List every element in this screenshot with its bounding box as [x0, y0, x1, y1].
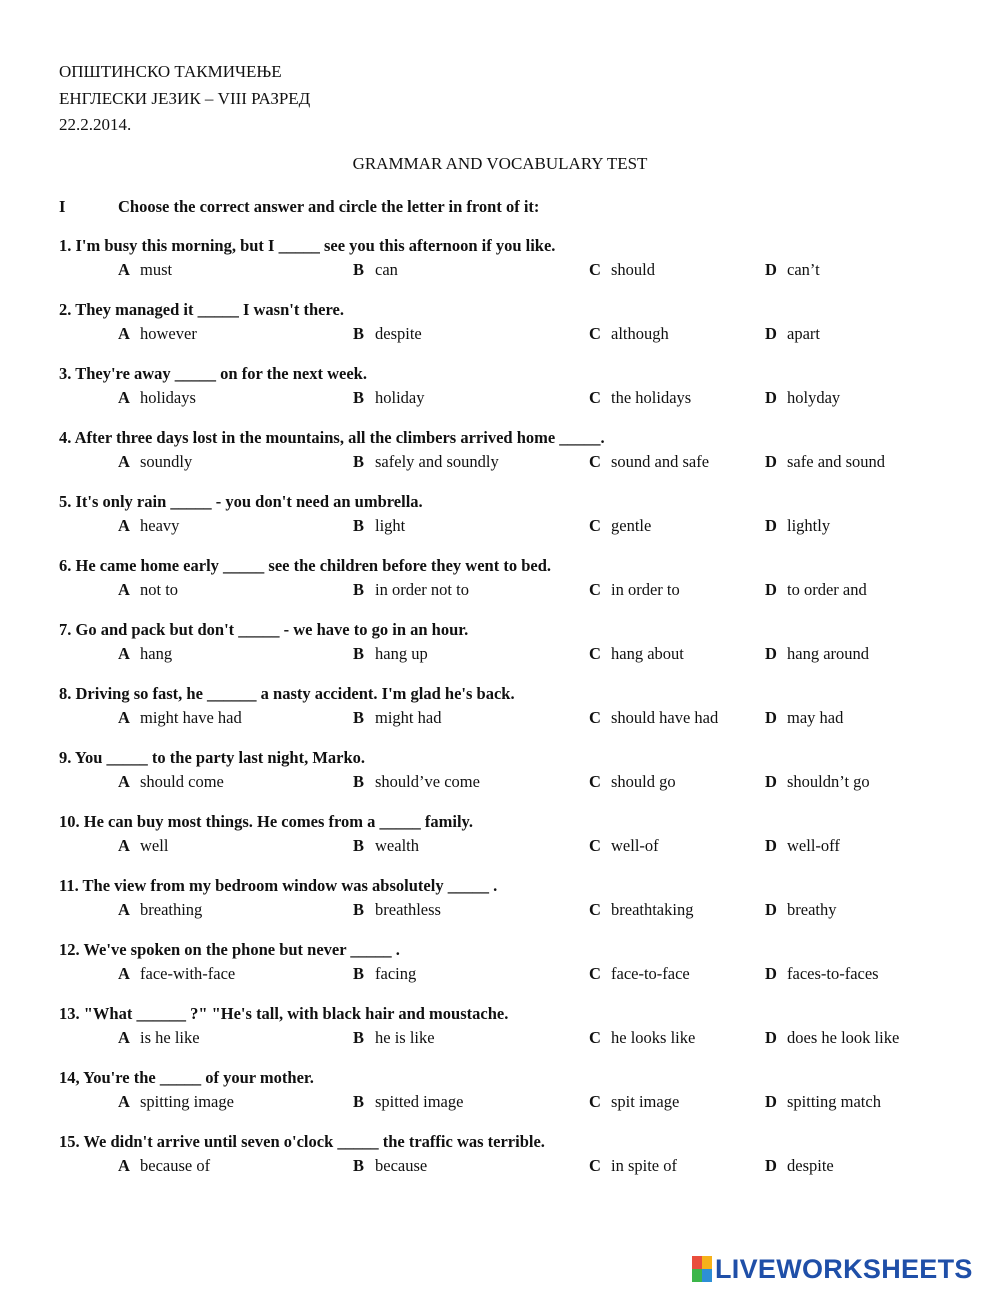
question-text: 5. It's only rain _____ - you don't need an umbrella. [59, 492, 423, 511]
option-letter: B [353, 644, 365, 663]
answer-option-d[interactable] [765, 516, 830, 536]
question-item [0, 364, 1000, 428]
option-text: holiday [375, 388, 425, 407]
answer-option-b[interactable] [353, 772, 480, 792]
option-text: facing [375, 964, 417, 983]
answer-option-a[interactable] [118, 260, 172, 280]
answer-option-a[interactable] [118, 1092, 234, 1112]
answer-option-d[interactable] [765, 900, 836, 920]
option-text: holidays [140, 388, 196, 407]
option-letter: C [589, 1092, 601, 1111]
question-list [0, 236, 1000, 1196]
question-text: 8. Driving so fast, he ______ a nasty accident. I'm glad he's back. [59, 684, 515, 703]
answer-option-c[interactable] [589, 516, 651, 536]
answer-option-b[interactable] [353, 644, 428, 664]
option-letter: C [589, 452, 601, 471]
option-text: because of [140, 1156, 211, 1175]
option-text: well-off [787, 836, 840, 855]
question-item [0, 812, 1000, 876]
option-text: sound and safe [611, 452, 710, 471]
answer-option-d[interactable] [765, 1156, 834, 1176]
question-item [0, 876, 1000, 940]
option-letter: B [353, 580, 365, 599]
question-item [0, 236, 1000, 300]
question-item [0, 492, 1000, 556]
answer-option-b[interactable] [353, 1028, 435, 1048]
option-text: in order to [611, 580, 680, 599]
option-letter: A [118, 900, 130, 919]
option-text: spitting image [140, 1092, 234, 1111]
option-letter: A [118, 516, 130, 535]
option-letter: D [765, 324, 777, 343]
answer-option-c[interactable] [589, 1028, 695, 1048]
option-text: should’ve come [375, 772, 480, 791]
option-text: despite [375, 324, 422, 343]
option-text: breathing [140, 900, 203, 919]
question-item [0, 1004, 1000, 1068]
question-item [0, 620, 1000, 684]
answer-option-a[interactable] [118, 1028, 200, 1048]
option-text: the holidays [611, 388, 692, 407]
question-text: 2. They managed it _____ I wasn't there. [59, 300, 344, 319]
option-letter: B [353, 772, 365, 791]
option-letter: D [765, 644, 777, 663]
answer-option-d[interactable] [765, 708, 843, 728]
question-item [0, 684, 1000, 748]
option-text: should go [611, 772, 676, 791]
answer-option-a[interactable] [118, 964, 235, 984]
option-letter: B [353, 516, 365, 535]
option-letter: B [353, 900, 365, 919]
answer-option-d[interactable] [765, 1028, 899, 1048]
option-letter: B [353, 452, 365, 471]
option-text: should come [140, 772, 224, 791]
option-text: holyday [787, 388, 841, 407]
option-letter: A [118, 324, 130, 343]
option-text: well [140, 836, 169, 855]
option-text: light [375, 516, 406, 535]
option-text: face-to-face [611, 964, 690, 983]
option-text: might had [375, 708, 442, 727]
answer-option-c[interactable] [589, 1092, 679, 1112]
question-text: 3. They're away _____ on for the next week. [59, 364, 367, 383]
answer-option-a[interactable] [118, 708, 242, 728]
question-item [0, 428, 1000, 492]
answer-option-b[interactable] [353, 388, 425, 408]
question-item [0, 1068, 1000, 1132]
answer-option-c[interactable] [589, 388, 691, 408]
option-letter: C [589, 644, 601, 663]
option-letter: C [589, 708, 601, 727]
question-text: 11. The view from my bedroom window was absolutely _____ . [59, 876, 498, 895]
question-item [0, 748, 1000, 812]
header-subject-grade: ЕНГЛЕСКИ ЈЕЗИК – VIII РАЗРЕД [59, 89, 311, 108]
option-letter: A [118, 580, 130, 599]
answer-option-b[interactable] [353, 580, 469, 600]
logo-text: LIVEWORKSHEETS [715, 1253, 973, 1284]
answer-option-a[interactable] [118, 516, 179, 536]
question-item [0, 556, 1000, 620]
option-letter: A [118, 388, 130, 407]
instruction-text: Choose the correct answer and circle the letter in front of it: [118, 197, 540, 216]
option-letter: D [765, 388, 777, 407]
answer-option-c[interactable] [589, 708, 718, 728]
answer-option-a[interactable] [118, 452, 192, 472]
option-text: breathtaking [611, 900, 694, 919]
option-letter: B [353, 1092, 365, 1111]
option-text: lightly [787, 516, 831, 535]
answer-option-d[interactable] [765, 772, 870, 792]
option-letter: A [118, 1092, 130, 1111]
answer-option-c[interactable] [589, 836, 659, 856]
option-letter: D [765, 260, 777, 279]
answer-option-b[interactable] [353, 708, 441, 728]
option-letter: D [765, 964, 777, 983]
question-item [0, 1132, 1000, 1196]
question-text: 4. After three days lost in the mountains, all the climbers arrived home _____. [59, 428, 605, 447]
option-text: faces-to-faces [787, 964, 879, 983]
option-letter: D [765, 1028, 777, 1047]
option-letter: C [589, 1156, 601, 1175]
option-letter: A [118, 772, 130, 791]
question-item [0, 940, 1000, 1004]
option-text: should [611, 260, 656, 279]
question-text: 13. "What ______ ?" "He's tall, with black hair and moustache. [59, 1004, 509, 1023]
question-text: 12. We've spoken on the phone but never _____ . [59, 940, 400, 959]
option-letter: D [765, 1156, 777, 1175]
option-text: to order and [787, 580, 867, 599]
option-letter: B [353, 324, 365, 343]
option-letter: A [118, 1156, 130, 1175]
answer-option-b[interactable] [353, 260, 398, 280]
option-text: shouldn’t go [787, 772, 870, 791]
option-letter: A [118, 708, 130, 727]
answer-option-c[interactable] [589, 644, 684, 664]
option-letter: D [765, 452, 777, 471]
option-letter: D [765, 836, 777, 855]
option-letter: C [589, 836, 601, 855]
option-text: he looks like [611, 1028, 696, 1047]
answer-option-a[interactable] [118, 580, 178, 600]
question-text: 9. You _____ to the party last night, Marko. [59, 748, 366, 767]
option-letter: B [353, 964, 365, 983]
option-text: well-of [611, 836, 659, 855]
option-text: hang [140, 644, 173, 663]
option-letter: B [353, 836, 365, 855]
answer-option-a[interactable] [118, 772, 224, 792]
answer-option-c[interactable] [589, 260, 655, 280]
option-letter: D [765, 900, 777, 919]
question-text: 1. I'm busy this morning, but I _____ see you this afternoon if you like. [59, 236, 556, 255]
option-text: because [375, 1156, 428, 1175]
liveworksheets-logo-icon [692, 1256, 712, 1282]
option-text: in order not to [375, 580, 469, 599]
answer-option-a[interactable] [118, 836, 168, 856]
answer-option-b[interactable] [353, 1156, 427, 1176]
option-text: however [140, 324, 197, 343]
option-text: does he look like [787, 1028, 900, 1047]
option-text: wealth [375, 836, 419, 855]
answer-option-d[interactable] [765, 580, 867, 600]
option-letter: C [589, 900, 601, 919]
option-text: apart [787, 324, 820, 343]
option-text: safe and sound [787, 452, 886, 471]
header-date: 22.2.2014. [59, 115, 132, 134]
answer-option-d[interactable] [765, 260, 820, 280]
answer-option-d[interactable] [765, 452, 885, 472]
answer-option-b[interactable] [353, 964, 416, 984]
answer-option-b[interactable] [353, 516, 405, 536]
option-letter: A [118, 260, 130, 279]
answer-option-d[interactable] [765, 964, 879, 984]
answer-option-c[interactable] [589, 900, 693, 920]
option-letter: B [353, 388, 365, 407]
option-letter: D [765, 772, 777, 791]
option-text: might have had [140, 708, 242, 727]
option-letter: D [765, 708, 777, 727]
liveworksheets-logo [692, 1254, 973, 1284]
option-text: spitting match [787, 1092, 881, 1111]
question-text: 14, You're the _____ of your mother. [59, 1068, 314, 1087]
option-letter: A [118, 644, 130, 663]
option-text: can [375, 260, 398, 279]
option-letter: C [589, 516, 601, 535]
option-letter: C [589, 260, 601, 279]
answer-option-a[interactable] [118, 324, 197, 344]
option-text: soundly [140, 452, 193, 471]
answer-option-c[interactable] [589, 324, 669, 344]
option-text: face-with-face [140, 964, 236, 983]
option-letter: C [589, 580, 601, 599]
option-text: gentle [611, 516, 652, 535]
option-letter: A [118, 836, 130, 855]
option-letter: C [589, 772, 601, 791]
option-letter: C [589, 324, 601, 343]
option-letter: D [765, 1092, 777, 1111]
option-text: he is like [375, 1028, 435, 1047]
option-text: can’t [787, 260, 820, 279]
answer-option-d[interactable] [765, 324, 820, 344]
option-text: may had [787, 708, 844, 727]
option-text: spit image [611, 1092, 680, 1111]
question-text: 10. He can buy most things. He comes from a _____ family. [59, 812, 474, 831]
answer-option-b[interactable] [353, 900, 441, 920]
option-text: must [140, 260, 173, 279]
answer-option-d[interactable] [765, 836, 840, 856]
answer-option-c[interactable] [589, 772, 676, 792]
option-text: hang about [611, 644, 684, 663]
answer-option-b[interactable] [353, 324, 422, 344]
answer-option-b[interactable] [353, 1092, 463, 1112]
answer-option-d[interactable] [765, 1092, 881, 1112]
answer-option-d[interactable] [765, 644, 869, 664]
answer-option-d[interactable] [765, 388, 840, 408]
option-letter: C [589, 964, 601, 983]
option-text: not to [140, 580, 179, 599]
option-letter: B [353, 1156, 365, 1175]
option-letter: D [765, 516, 777, 535]
option-letter: A [118, 1028, 130, 1047]
option-text: despite [787, 1156, 834, 1175]
option-letter: A [118, 452, 130, 471]
answer-option-b[interactable] [353, 836, 419, 856]
option-letter: B [353, 1028, 365, 1047]
option-text: should have had [611, 708, 719, 727]
option-text: in spite of [611, 1156, 677, 1175]
option-letter: D [765, 580, 777, 599]
instruction-number: I [59, 197, 66, 216]
answer-option-c[interactable] [589, 452, 709, 472]
question-text: 6. He came home early _____ see the children before they went to bed. [59, 556, 552, 575]
option-text: heavy [140, 516, 180, 535]
option-letter: A [118, 964, 130, 983]
question-item [0, 300, 1000, 364]
option-text: hang around [787, 644, 870, 663]
test-title: GRAMMAR AND VOCABULARY TEST [352, 154, 648, 173]
option-letter: C [589, 1028, 601, 1047]
question-text: 15. We didn't arrive until seven o'clock _____ the traffic was terrible. [59, 1132, 545, 1151]
answer-option-c[interactable] [589, 1156, 677, 1176]
option-letter: B [353, 708, 365, 727]
header-school-competition: ОПШТИНСКО ТАКМИЧЕЊЕ [59, 62, 282, 81]
answer-option-c[interactable] [589, 964, 690, 984]
answer-option-a[interactable] [118, 644, 172, 664]
question-text: 7. Go and pack but don't _____ - we have to go in an hour. [59, 620, 469, 639]
answer-option-a[interactable] [118, 1156, 210, 1176]
answer-option-c[interactable] [589, 580, 680, 600]
answer-option-b[interactable] [353, 452, 499, 472]
answer-option-a[interactable] [118, 388, 196, 408]
option-text: safely and soundly [375, 452, 499, 471]
option-text: hang up [375, 644, 428, 663]
option-text: is he like [140, 1028, 200, 1047]
option-text: breathless [375, 900, 441, 919]
option-letter: C [589, 388, 601, 407]
option-text: breathy [787, 900, 837, 919]
option-letter: B [353, 260, 365, 279]
answer-option-a[interactable] [118, 900, 202, 920]
option-text: although [611, 324, 669, 343]
option-text: spitted image [375, 1092, 464, 1111]
